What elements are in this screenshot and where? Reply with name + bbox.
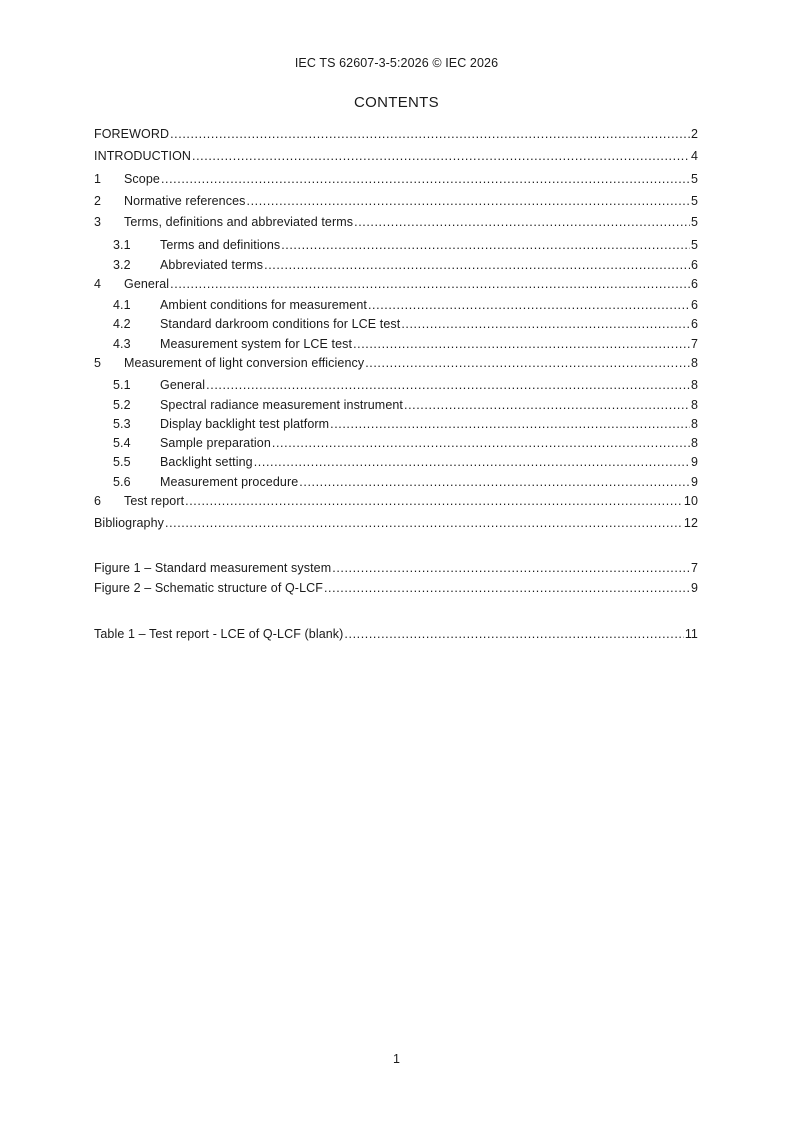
dot-leader bbox=[365, 355, 690, 371]
dot-leader bbox=[404, 397, 690, 413]
toc-entry[interactable] bbox=[113, 435, 698, 451]
toc-entry-number: 4.1 bbox=[113, 298, 131, 312]
toc-entry-number: 4 bbox=[94, 277, 102, 291]
dot-leader bbox=[272, 435, 690, 451]
toc-entry-label: Spectral radiance measurement instrument bbox=[160, 398, 404, 412]
toc-entry[interactable] bbox=[94, 355, 698, 371]
dot-leader bbox=[324, 580, 690, 596]
toc-entry-number: 5.3 bbox=[113, 417, 131, 431]
toc-entry[interactable] bbox=[113, 237, 698, 253]
toc-entry[interactable] bbox=[94, 493, 698, 509]
toc-entry[interactable] bbox=[113, 377, 698, 393]
page-number-footer: 1 bbox=[393, 1052, 400, 1066]
toc-entry-label: FOREWORD bbox=[94, 127, 170, 141]
toc-entry-label: General bbox=[160, 378, 206, 392]
toc-entry[interactable] bbox=[113, 316, 698, 332]
dot-leader bbox=[254, 454, 690, 470]
toc-entry-page: 8 bbox=[690, 398, 698, 412]
document-header: IEC TS 62607-3-5:2026 © IEC 2026 bbox=[294, 56, 499, 70]
toc-entry-page: 6 bbox=[690, 277, 698, 291]
toc-entry-number: 5.4 bbox=[113, 436, 131, 450]
toc-entry-page: 6 bbox=[690, 298, 698, 312]
toc-entry-label: Standard darkroom conditions for LCE test bbox=[160, 317, 401, 331]
toc-entry[interactable] bbox=[94, 126, 698, 142]
toc-entry-label: Normative references bbox=[124, 194, 246, 208]
toc-entry-label: INTRODUCTION bbox=[94, 149, 192, 163]
toc-entry[interactable] bbox=[113, 397, 698, 413]
toc-entry-page: 6 bbox=[690, 258, 698, 272]
toc-entry-page: 12 bbox=[683, 516, 698, 530]
dot-leader bbox=[353, 336, 690, 352]
toc-entry-label: Measurement system for LCE test bbox=[160, 337, 353, 351]
toc-entry-page: 5 bbox=[690, 215, 698, 229]
dot-leader bbox=[401, 316, 690, 332]
toc-entry[interactable] bbox=[94, 276, 698, 292]
dot-leader bbox=[170, 276, 690, 292]
toc-entry-label: Abbreviated terms bbox=[160, 258, 264, 272]
toc-entry-number: 5.5 bbox=[113, 455, 131, 469]
toc-entry[interactable] bbox=[113, 474, 698, 490]
toc-entry-page: 10 bbox=[683, 494, 698, 508]
toc-entry-label: Figure 1 – Standard measurement system bbox=[94, 561, 332, 575]
dot-leader bbox=[344, 626, 683, 642]
toc-entry-label: Backlight setting bbox=[160, 455, 253, 469]
toc-entry[interactable] bbox=[94, 148, 698, 164]
toc-entry[interactable] bbox=[94, 515, 698, 531]
toc-entry-number: 5.6 bbox=[113, 475, 131, 489]
toc-entry-page: 5 bbox=[690, 194, 698, 208]
dot-leader bbox=[161, 171, 690, 187]
toc-entry-number: 5 bbox=[94, 356, 102, 370]
dot-leader bbox=[368, 297, 690, 313]
dot-leader bbox=[264, 257, 690, 273]
toc-entry-page: 4 bbox=[690, 149, 698, 163]
toc-entry-number: 4.2 bbox=[113, 317, 131, 331]
dot-leader bbox=[299, 474, 690, 490]
dot-leader bbox=[206, 377, 690, 393]
toc-entry[interactable] bbox=[94, 214, 698, 230]
toc-entry-label: Table 1 – Test report - LCE of Q-LCF (blank) bbox=[94, 627, 344, 641]
toc-entry-page: 6 bbox=[690, 317, 698, 331]
toc-entry-label: Bibliography bbox=[94, 516, 164, 530]
toc-entry-label: Figure 2 – Schematic structure of Q-LCF bbox=[94, 581, 323, 595]
toc-entry-number: 3 bbox=[94, 215, 102, 229]
toc-entry[interactable] bbox=[113, 454, 698, 470]
toc-entry-label: Sample preparation bbox=[160, 436, 271, 450]
toc-entry-label: Scope bbox=[124, 172, 160, 186]
dot-leader bbox=[354, 214, 690, 230]
toc-entry-label: Ambient conditions for measurement bbox=[160, 298, 367, 312]
toc-entry-label: Terms and definitions bbox=[160, 238, 281, 252]
toc-entry[interactable] bbox=[94, 580, 698, 596]
toc-entry-page: 5 bbox=[690, 238, 698, 252]
toc-entry-number: 3.1 bbox=[113, 238, 131, 252]
toc-entry-label: Measurement procedure bbox=[160, 475, 299, 489]
dot-leader bbox=[170, 126, 690, 142]
toc-entry-page: 9 bbox=[690, 455, 698, 469]
toc-entry-label: Measurement of light conversion efficiency bbox=[124, 356, 365, 370]
toc-entry-number: 2 bbox=[94, 194, 102, 208]
dot-leader bbox=[165, 515, 683, 531]
dot-leader bbox=[185, 493, 683, 509]
toc-entry-label: Terms, definitions and abbreviated terms bbox=[124, 215, 354, 229]
dot-leader bbox=[247, 193, 690, 209]
toc-entry-label: Display backlight test platform bbox=[160, 417, 330, 431]
contents-title: CONTENTS bbox=[354, 94, 439, 111]
toc-entry-page: 8 bbox=[690, 417, 698, 431]
toc-entry-number: 1 bbox=[94, 172, 102, 186]
dot-leader bbox=[330, 416, 690, 432]
toc-entry-page: 7 bbox=[690, 337, 698, 351]
toc-entry-page: 2 bbox=[690, 127, 698, 141]
toc-entry-number: 4.3 bbox=[113, 337, 131, 351]
dot-leader bbox=[192, 148, 690, 164]
toc-entry[interactable] bbox=[113, 257, 698, 273]
toc-entry-number: 5.1 bbox=[113, 378, 131, 392]
toc-entry-number: 5.2 bbox=[113, 398, 131, 412]
toc-entry-page: 9 bbox=[690, 475, 698, 489]
toc-entry-page: 5 bbox=[690, 172, 698, 186]
toc-entry-number: 6 bbox=[94, 494, 102, 508]
dot-leader bbox=[332, 560, 690, 576]
toc-entry-page: 9 bbox=[690, 581, 698, 595]
toc-entry[interactable] bbox=[113, 336, 698, 352]
toc-entry[interactable] bbox=[94, 171, 698, 187]
toc-entry-page: 7 bbox=[690, 561, 698, 575]
toc-entry[interactable] bbox=[94, 193, 698, 209]
toc-entry[interactable] bbox=[94, 560, 698, 576]
toc-entry[interactable] bbox=[113, 297, 698, 313]
toc-entry-number: 3.2 bbox=[113, 258, 131, 272]
toc-entry[interactable] bbox=[94, 626, 698, 642]
toc-entry-page: 11 bbox=[684, 627, 698, 641]
toc-entry-label: General bbox=[124, 277, 170, 291]
toc-entry[interactable] bbox=[113, 416, 698, 432]
toc-entry-page: 8 bbox=[690, 436, 698, 450]
toc-entry-label: Test report bbox=[124, 494, 185, 508]
toc-entry-page: 8 bbox=[690, 356, 698, 370]
toc-entry-page: 8 bbox=[690, 378, 698, 392]
dot-leader bbox=[281, 237, 690, 253]
